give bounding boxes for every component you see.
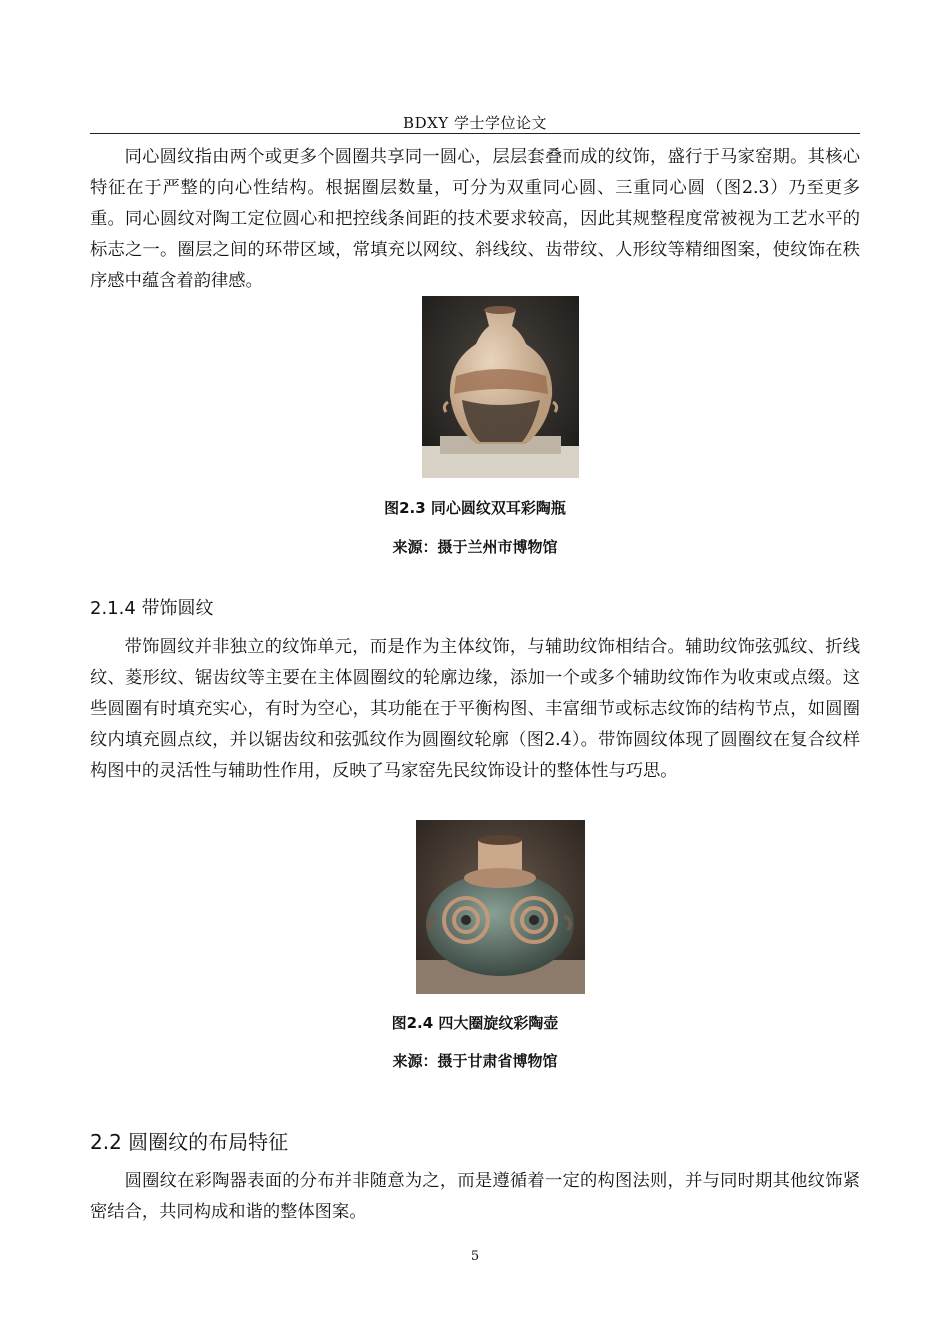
section-heading: 2.1.4 带饰圆纹: [90, 598, 214, 619]
paragraph-layout-intro: 圆圈纹在彩陶器表面的分布并非随意为之，而是遵循着一定的构图法则，并与同时期其他纹饰紧密结合，共同构成和谐的整体图案。: [90, 1171, 860, 1222]
figure-caption: 图2.3 同心圆纹双耳彩陶瓶: [384, 499, 566, 517]
running-header: BDXY 学士学位论文: [403, 114, 547, 132]
paragraph-banded-circles: 带饰圆纹并非独立的纹饰单元，而是作为主体纹饰，与辅助纹饰相结合。辅助纹饰弦弧纹、折线纹、菱形纹、锯齿纹等主要在主体圆圈纹的轮廓边缘，添加一个或多个辅助纹饰作为收束或点缀。这些圆圈有时填充实心，有时为空心，其功能在于平衡构图、丰富细节或标志纹饰的结构节点，如圆圈纹内填充圆点纹，并以锯齿纹和弦弧纹作为圆圈纹轮廓（图2.4）。带饰圆纹体现了圆圈纹在复合纹样构图中的灵活性与辅助性作用，反映了马家窑先民纹饰设计的整体性与巧思。: [90, 637, 860, 781]
paragraph-concentric-circles: 同心圆纹指由两个或更多个圆圈共享同一圆心，层层套叠而成的纹饰，盛行于马家窑期。其核心特征在于严整的向心性结构。根据圈层数量，可分为双重同心圆、三重同心圆（图2.3）乃至更多重。同心圆纹对陶工定位圆心和把控线条间距的技术要求较高，因此其规整程度常被视为工艺水平的标志之一。圈层之间的环带区域，常填充以网纹、斜线纹、齿带纹、人形纹等精细图案，使纹饰在秩序感中蕴含着韵律感。: [90, 147, 860, 291]
figure-photo-pot: [416, 820, 585, 994]
figure-photo-amphora: [422, 296, 579, 478]
figure-source: 来源：摄于甘肃省博物馆: [392, 1052, 558, 1070]
figure-caption: 图2.4 四大圈旋纹彩陶壶: [391, 1014, 559, 1032]
page-number: 5: [470, 1249, 480, 1264]
section-heading: 2.2 圆圈纹的布局特征: [90, 1130, 289, 1154]
header-rule: [90, 133, 860, 134]
figure-source: 来源：摄于兰州市博物馆: [392, 538, 558, 556]
